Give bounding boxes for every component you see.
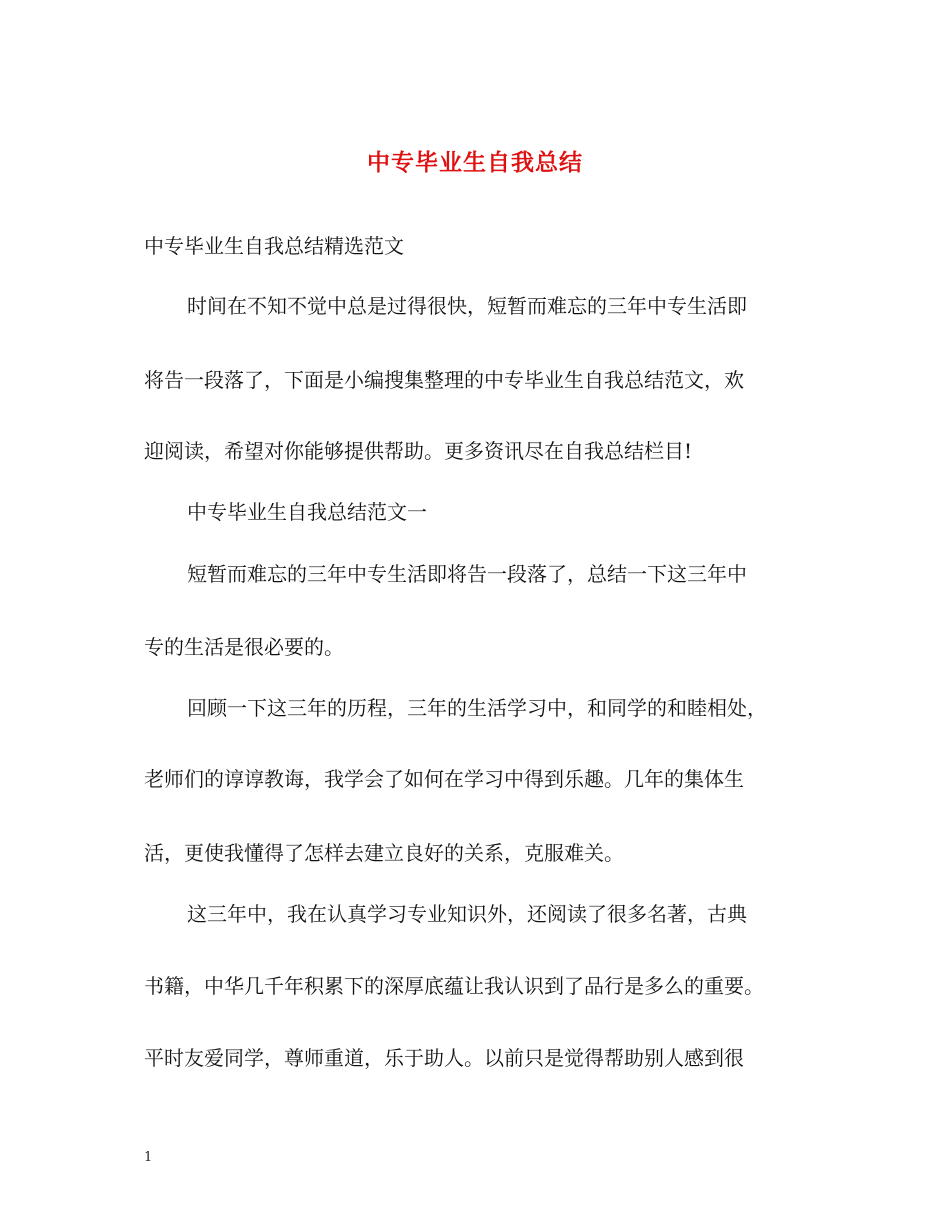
paragraph-line: 时间在不知不觉中总是过得很快，短暂而难忘的三年中专生活即 — [187, 294, 747, 318]
paragraph-line: 书籍，中华几千年积累下的深厚底蕴让我认识到了品行是多么的重要。 — [144, 974, 764, 998]
paragraph-line: 迎阅读，希望对你能够提供帮助。更多资讯尽在自我总结栏目! — [144, 439, 693, 463]
paragraph-line: 将告一段落了，下面是小编搜集整理的中专毕业生自我总结范文，欢 — [144, 368, 744, 392]
document-title: 中专毕业生自我总结 — [367, 149, 583, 176]
paragraph-line: 这三年中，我在认真学习专业知识外，还阅读了很多名著，古典 — [187, 902, 747, 926]
paragraph-line: 平时友爱同学，尊师重道，乐于助人。以前只是觉得帮助别人感到很 — [144, 1046, 744, 1070]
page-number: 1 — [144, 1150, 153, 1165]
paragraph-line: 短暂而难忘的三年中专生活即将告一段落了，总结一下这三年中 — [187, 562, 747, 586]
paragraph-line: 活，更使我懂得了怎样去建立良好的关系，克服难关。 — [144, 841, 624, 865]
subtitle: 中专毕业生自我总结精选范文 — [144, 234, 404, 258]
paragraph-line: 老师们的谆谆教诲，我学会了如何在学习中得到乐趣。几年的集体生 — [144, 767, 744, 791]
paragraph-line: 专的生活是很必要的。 — [144, 635, 344, 659]
section-heading: 中专毕业生自我总结范文一 — [187, 500, 427, 524]
paragraph-line: 回顾一下这三年的历程，三年的生活学习中，和同学的和睦相处， — [187, 696, 767, 720]
